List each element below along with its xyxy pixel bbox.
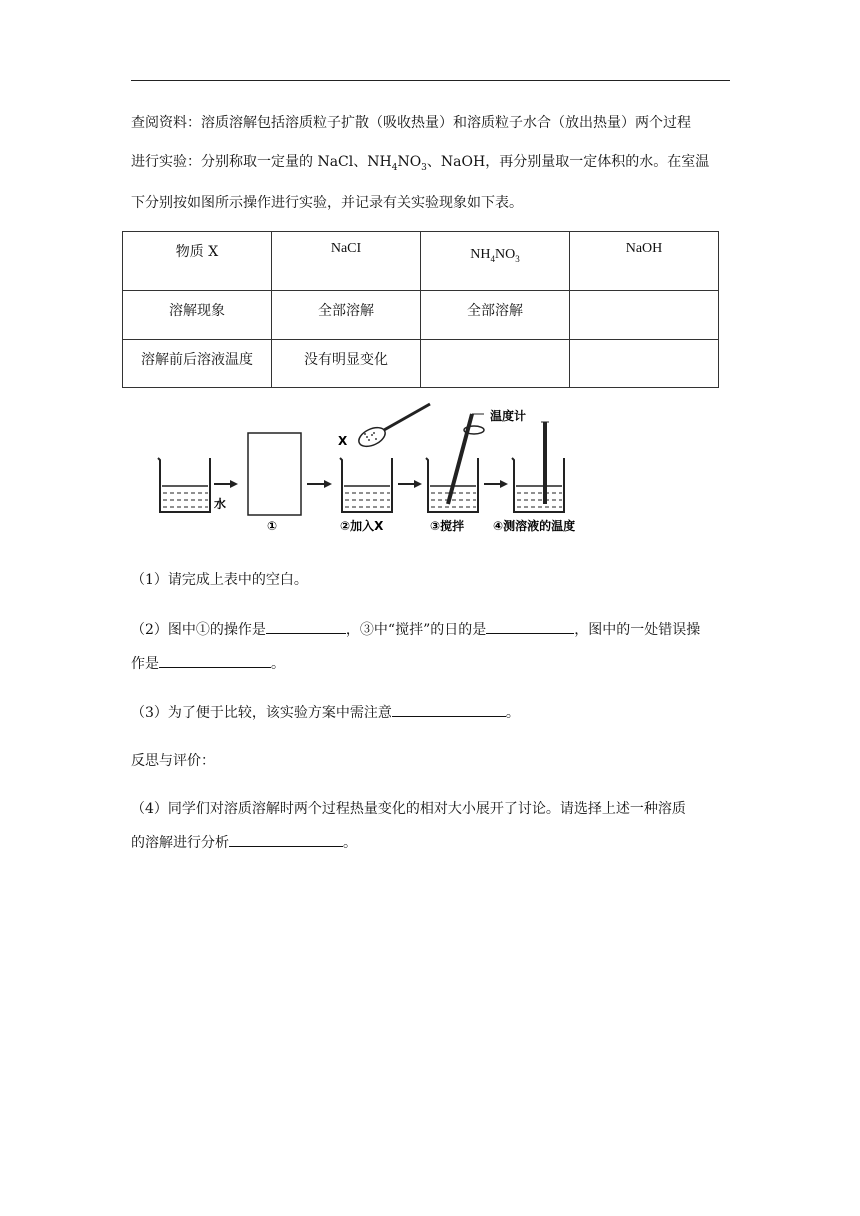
experiment-table <box>122 231 719 388</box>
step-label: ④测溶液的温度 <box>493 519 576 533</box>
table-cell <box>421 340 570 388</box>
experiment-diagram <box>150 400 600 540</box>
answer-blank[interactable] <box>159 653 271 668</box>
answer-blank[interactable] <box>266 619 346 634</box>
answer-blank[interactable] <box>229 832 343 847</box>
step-label: ②加入X <box>340 519 384 533</box>
x-label: X <box>338 434 348 448</box>
beaker-1 <box>158 458 210 512</box>
table-cell: 溶解现象 <box>123 291 272 340</box>
header-cell: NaOH <box>570 232 719 291</box>
header-cell-nh4no3: $NH_4NO_3$ <box>421 232 570 291</box>
header-cell: NaCI <box>272 232 421 291</box>
table-cell <box>570 340 719 388</box>
intro-line-2: 进行实验：分别称取一定量的 NaCl、$NH_4NO_3$、NaOH，再分别量取一定体积的水。在室温 <box>131 154 710 173</box>
intro-line-3: 下分别按如图所示操作进行实验，并记录有关实验现象如下表。 <box>131 195 523 211</box>
table-cell: 全部溶解 <box>272 291 421 340</box>
intro-line-1: 查阅资料：溶质溶解包括溶质粒子扩散（吸收热量）和溶质粒子水合（放出热量）两个过程 <box>131 115 691 131</box>
header-rule <box>131 80 730 81</box>
table-row <box>123 291 719 340</box>
thermometer-label: 温度计 <box>490 409 527 423</box>
beaker-4 <box>512 458 564 512</box>
table-header-row <box>123 232 719 291</box>
step-label: ① <box>267 519 278 533</box>
question-1: （1）请完成上表中的空白。 <box>131 572 308 588</box>
question-2-line-2: 作是 。 <box>131 653 285 673</box>
thermometer-icon <box>541 422 549 504</box>
table-cell <box>570 291 719 340</box>
step-1-box <box>248 433 301 515</box>
reflection-heading: 反思与评价： <box>131 753 215 769</box>
header-cell: 物质 X <box>123 232 272 291</box>
answer-blank[interactable] <box>486 619 574 634</box>
table-cell: 全部溶解 <box>421 291 570 340</box>
answer-blank[interactable] <box>392 702 506 717</box>
spoon-icon <box>356 404 430 450</box>
table-cell: 溶解前后溶液温度 <box>123 340 272 388</box>
question-2-line-1: （2）图中①的操作是 ，③中“搅拌”的日的是 ，图中的一处错误操 <box>131 619 700 639</box>
question-4-line-1: （4）同学们对溶质溶解时两个过程热量变化的相对大小展开了讨论。请选择上述一种溶质 <box>131 801 686 817</box>
table-row <box>123 340 719 388</box>
water-label: 水 <box>214 497 227 511</box>
question-4-line-2: 的溶解进行分析 。 <box>131 832 357 852</box>
question-3: （3）为了便于比较，该实验方案中需注意 。 <box>131 702 520 722</box>
beaker-2 <box>340 458 392 512</box>
step-label: ③搅拌 <box>430 519 465 533</box>
table-cell: 没有明显变化 <box>272 340 421 388</box>
